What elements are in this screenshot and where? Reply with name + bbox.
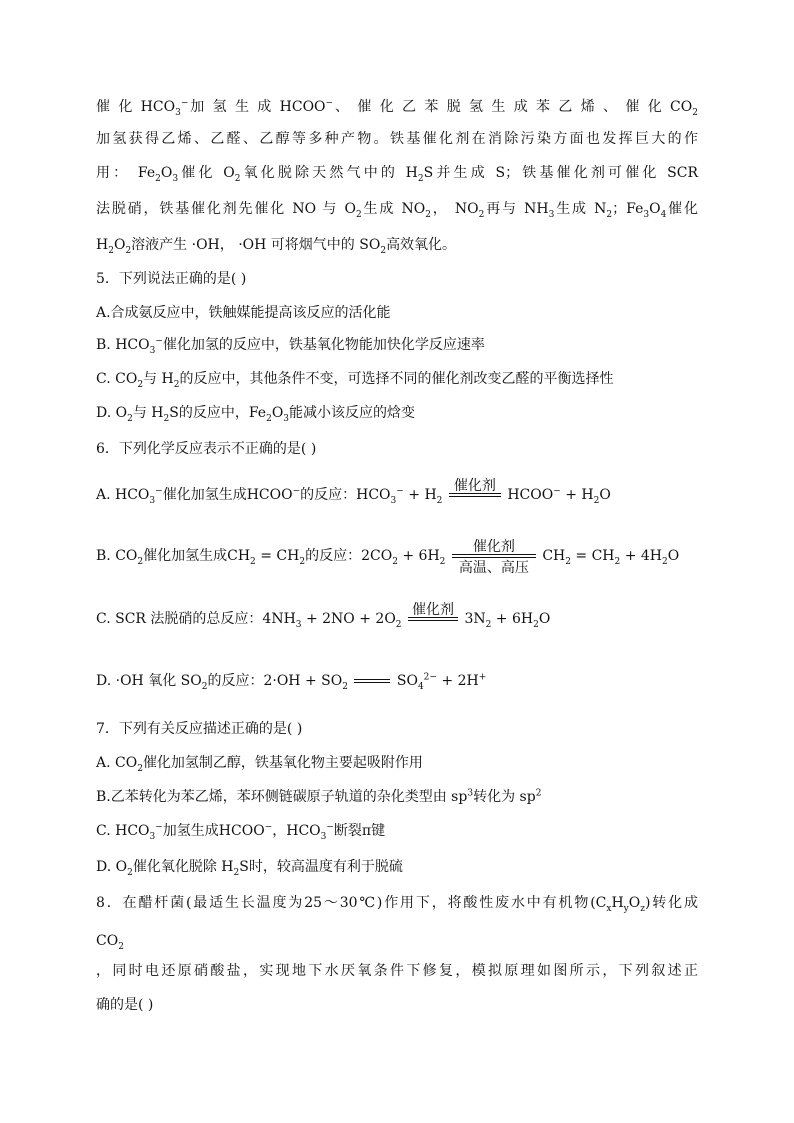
q8-stem-line-3: ，同时电还原硝酸盐，实现地下水厌氧条件下修复，模拟原理如图所示，下列叙述正 — [96, 963, 698, 979]
q6-b-reaction-arrow: 催化剂 高温、高压 — [452, 545, 536, 567]
passage-line-2: 加氢获得乙烯、乙醛、乙醇等多种产物。铁基催化剂在消除污染方面也发挥巨大的作 — [96, 131, 698, 147]
q8-stem-line-2: $CO_2$ — [96, 933, 124, 952]
q7-option-d: D. $O_2$催化氧化脱除 $H_2S$时，较高温度有利于脱硫 — [96, 859, 403, 878]
q6-option-d: D. ·OH 氧化 $SO_2$的反应：$2\cdot OH + SO_2$ $SO_4^{2-} + 2H^+$ — [96, 670, 698, 692]
q7-stem: 7．下列有关反应描述正确的是( ) — [96, 721, 303, 737]
q5-option-a: A.合成氨反应中，铁触媒能提高该反应的活化能 — [96, 305, 391, 321]
q8-stem-line-4: 确的是( ) — [96, 997, 154, 1013]
q8-stem-line-1: 8．在醋杆菌(最适生长温度为25～30℃)作用下，将酸性废水中有机物$(C_xH_yO_z)$转化成 — [96, 895, 698, 914]
q5-option-b: B. $HCO_3^-$催化加氢的反应中，铁基氧化物能加快化学反应速率 — [96, 336, 485, 356]
q5-stem: 5．下列说法正确的是( ) — [96, 271, 247, 287]
q6-c-reaction-arrow: 催化剂 — [408, 608, 458, 630]
q6-stem: 6．下列化学反应表示不正确的是( ) — [96, 441, 317, 457]
q6-option-a: A. $HCO_3^-$催化加氢生成HCOO−的反应：$HCO_3^- + H_2$ 催化剂 HCOO− + $H_2O$ — [96, 478, 611, 506]
q7-option-c: C. $HCO_3^-$加氢生成HCOO−，$HCO_3^-$断裂π键 — [96, 822, 386, 842]
q6-option-b: B. $CO_2$催化加氢生成$CH_2 = CH_2$的反应：$2CO_2 + 6H_2$ 催化剂 高温、高压 $CH_2 = CH_2 + 4H_2O$ — [96, 539, 680, 576]
passage-line-3: 用： $Fe_2O_3$催化 $O_2$氧化脱除天然气中的 $H_2S$并生成 S；铁基催化剂可催化 SCR — [96, 165, 698, 184]
q6-option-c: C. SCR 法脱硝的总反应：$4NH_3 + 2NO + 2O_2$ 催化剂 $3N_2 + 6H_2O$ — [96, 602, 551, 630]
q7-option-b: B.乙苯转化为苯乙烯，苯环侧链碳原子轨道的杂化类型由 $sp^3$转化为 $sp^2$ — [96, 788, 542, 805]
passage-line-1: 催 化 $HCO_3^-$加 氢 生 成 HCOO−、 催 化 乙 苯 脱 氢 生 成 苯 乙 烯 、 催 化 $CO_2$ — [96, 98, 698, 118]
q7-option-a: A. $CO_2$催化加氢制乙醇，铁基氧化物主要起吸附作用 — [96, 755, 423, 774]
q5-option-c: C. $CO_2$与 $H_2$的反应中，其他条件不变，可选择不同的催化剂改变乙醛的平衡选择性 — [96, 371, 614, 390]
q6-a-reaction-arrow: 催化剂 — [449, 484, 501, 506]
passage-line-5: $H_2O_2$溶液产生 ·OH， ·OH 可将烟气中的 $SO_2$高效氧化。 — [96, 237, 457, 256]
passage-line-4: 法脱硝，铁基催化剂先催化 NO 与 $O_2$生成 $NO_2$， $NO_2$再与 $NH_3$生成 $N_2$；$Fe_3O_4$催化 — [96, 201, 698, 220]
q5-option-d: D. $O_2$与 $H_2S$的反应中，$Fe_2O_3$能减小该反应的焓变 — [96, 405, 416, 424]
q6-d-equals-sign — [354, 670, 390, 692]
